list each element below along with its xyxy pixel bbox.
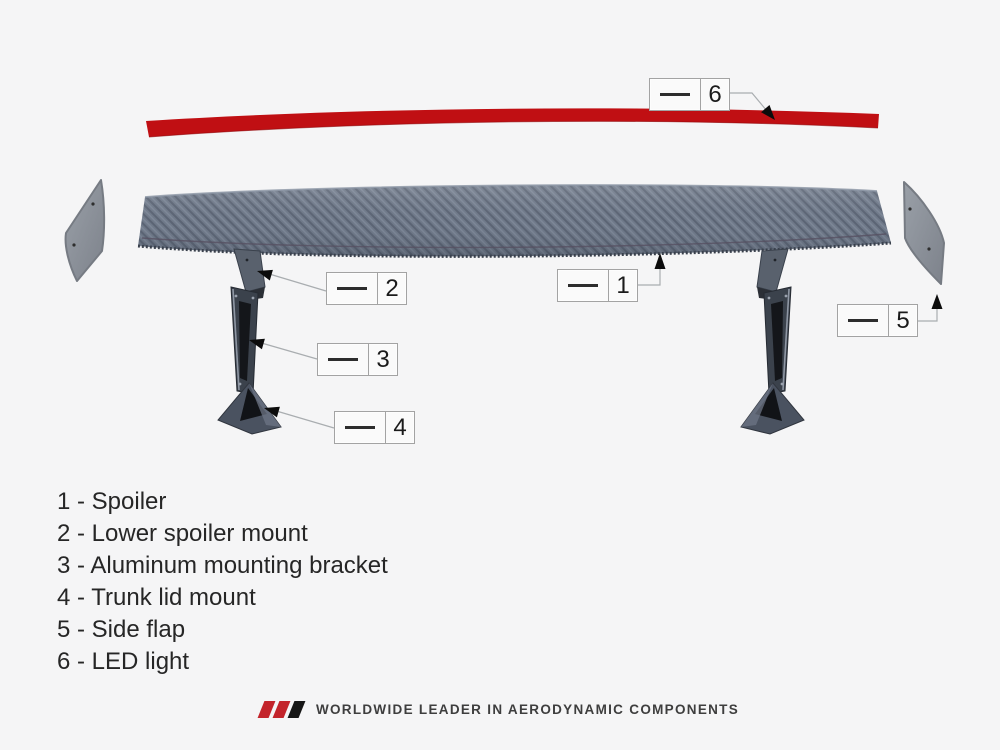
callout-dash-cell	[650, 79, 701, 110]
footer-tagline: WORLDWIDE LEADER IN AERODYNAMIC COMPONENTS	[315, 701, 740, 717]
callout-number: 3	[376, 345, 390, 373]
callout-number: 6	[708, 80, 722, 108]
assembly-left	[218, 249, 281, 434]
legend-item-aluminum-mounting-bracket: 3 - Aluminum mounting bracket	[57, 552, 388, 579]
footer	[0, 694, 1000, 724]
legend-item-led-light: 6 - LED light	[57, 648, 190, 675]
parts-legend	[57, 486, 388, 678]
dash-icon	[660, 93, 690, 96]
callout-number: 4	[393, 413, 407, 441]
callout-spoiler	[557, 269, 638, 302]
legend-item-trunk-lid-mount: 4 - Trunk lid mount	[57, 584, 256, 611]
legend-item-spoiler: 1 - Spoiler	[57, 488, 167, 515]
legend-item-lower-spoiler-mount: 2 - Lower spoiler mount	[57, 520, 308, 547]
callout-number: 1	[616, 271, 630, 299]
callout-side-flap	[837, 304, 918, 337]
assembly-right	[741, 249, 804, 434]
callout-trunk-lid-mount	[334, 411, 415, 444]
callout-number: 2	[385, 274, 399, 302]
brand-logo-icon	[261, 700, 302, 718]
callout-mounting-bracket	[317, 343, 398, 376]
spoiler-wing	[138, 185, 891, 256]
callout-lower-spoiler-mount	[326, 272, 407, 305]
legend-item-side-flap: 5 - Side flap	[57, 616, 186, 643]
dash-icon	[328, 358, 358, 361]
callout-number: 5	[896, 306, 910, 334]
leader-lines	[258, 93, 937, 428]
callout-dash-cell	[327, 273, 378, 304]
dash-icon	[848, 319, 878, 322]
dash-icon	[568, 284, 598, 287]
side-flap-right	[904, 182, 944, 284]
logo-stripe-black	[288, 701, 306, 718]
callout-dash-cell	[558, 270, 609, 301]
callout-dash-cell	[838, 305, 889, 336]
side-flap-left	[66, 180, 105, 281]
arrow-to-side-flap	[932, 294, 943, 309]
callout-dash-cell	[318, 344, 369, 375]
arrow-to-spoiler	[655, 253, 666, 269]
dash-icon	[337, 287, 367, 290]
callout-dash-cell	[335, 412, 386, 443]
callout-led-light	[649, 78, 730, 111]
dash-icon	[345, 426, 375, 429]
